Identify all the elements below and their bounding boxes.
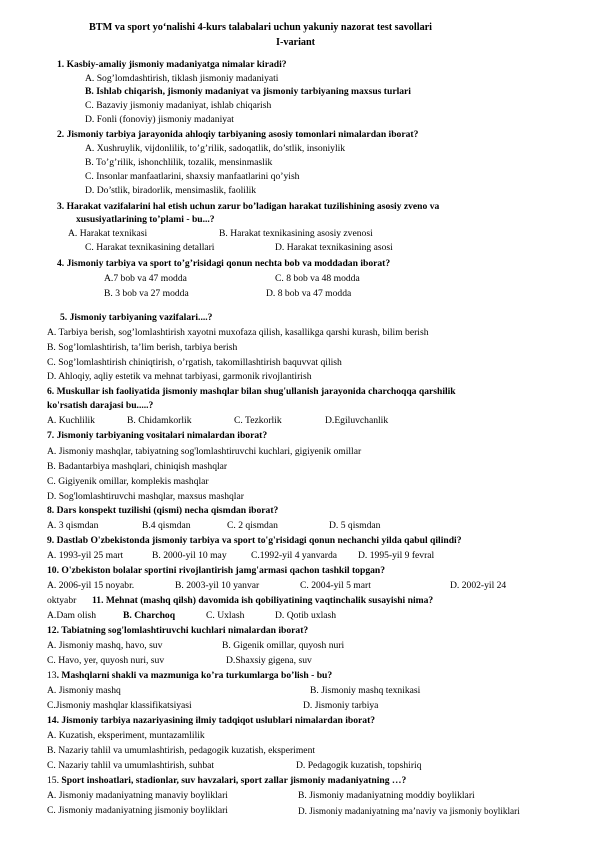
q13-option-b: B. Jismoniy mashq texnikasi: [310, 685, 421, 696]
q10-option-b: B. 2003-yil 10 yanvar: [175, 580, 260, 591]
q15-option-c: C. Jismoniy madaniyatning jismoniy boyliklari: [47, 805, 228, 816]
q5-option-d: D. Ahloqiy, aqliy estetik va mehnat tarbiyasi, garmonik rivojlantirish: [47, 371, 312, 382]
q1-option-b: B. Ishlab chiqarish, jismoniy madaniyat va jismoniy tarbiyaning maxsus turlari: [85, 86, 411, 97]
q3-option-c: C. Harakat texnikasining detallari: [85, 242, 215, 253]
question-3-line-1: 3. Harakat vazifalarini hal etish uchun zarur bo’ladigan harakat tuzilishining asosiy zveno va: [57, 201, 440, 212]
q15-option-a: A. Jismoniy madaniyatning manaviy boyliklari: [47, 790, 228, 801]
q9-option-d: D. 1995-yil 9 fevral: [358, 550, 435, 561]
q14-option-b: B. Nazariy tahlil va umumlashtirish, pedagogik kuzatish, eksperiment: [47, 745, 316, 756]
question-1: 1. Kasbiy-amaliy jismoniy madaniyatga nimalar kiradi?: [57, 59, 287, 70]
q8-option-c: C. 2 qismdan: [227, 520, 278, 531]
q12-option-b: B. Gigenik omillar, quyosh nuri: [222, 640, 345, 651]
q5-option-c: C. Sog’lomlashtirish chiniqtirish, o’rgatish, takomillashtirish baquvvat qilish: [47, 357, 342, 368]
q8-option-a: A. 3 qismdan: [47, 520, 99, 531]
question-13-text: . Mashqlarni shakli va mazmuniga ko’ra turkumlarga bo’lish - bu?: [56, 670, 333, 681]
question-10: 10. O'zbekiston bolalar sportini rivojlantirish jamg'armasi qachon tashkil topgan?: [47, 565, 386, 576]
q4-option-c: C. 8 bob va 48 modda: [275, 273, 360, 284]
variant-label: I-variant: [276, 37, 316, 48]
q3-option-d: D. Harakat texnikasining asosi: [275, 242, 393, 253]
q9-option-b: B. 2000-yil 10 may: [152, 550, 227, 561]
question-15: [47, 775, 406, 787]
q9-option-c: C.1992-yil 4 yanvarda: [251, 550, 338, 561]
q1-option-c: C. Bazaviy jismoniy madaniyat, ishlab chiqarish: [85, 100, 272, 111]
q13-option-c: C.Jismoniy mashqlar klassifikatsiyasi: [47, 700, 192, 711]
question-4: 4. Jismoniy tarbiya va sport to’g’risidagi qonun nechta bob va moddadan iborat?: [57, 258, 391, 269]
question-2: 2. Jismoniy tarbiya jarayonida ahloqiy tarbiyaning asosiy tomonlari nimalardan iborat?: [57, 129, 419, 140]
q14-option-c: C. Nazariy tahlil va umumlashtirish, suhbat: [47, 760, 215, 771]
q8-option-b: B.4 qismdan: [142, 520, 191, 531]
question-9: 9. Dastlab O'zbekistonda jismoniy tarbiya va sport to'g'risidagi qonun nechanchi yilda qabul qilindi?: [47, 535, 462, 546]
question-15-number: 15.: [47, 775, 59, 786]
q5-option-b: B. Sog’lomlashtirish, ta’lim berish, tarbiya berish: [47, 342, 238, 353]
q11-option-a: A.Dam olish: [47, 610, 97, 621]
q10-option-d-continuation: oktyabr: [47, 595, 77, 606]
q4-option-b: B. 3 bob va 27 modda: [104, 288, 189, 299]
document-title: BTM va sport yo‘nalishi 4-kurs talabalari uchun yakuniy nazorat test savollari: [89, 22, 433, 33]
q12-option-a: A. Jismoniy mashq, havo, suv: [47, 640, 163, 651]
q2-option-c: C. Insonlar manfaatlarini, shaxsiy manfaatlarini qo’yish: [85, 171, 300, 182]
q10-option-c: C. 2004-yil 5 mart: [300, 580, 371, 591]
q10-option-d: D. 2002-yil 24: [450, 580, 507, 591]
q1-option-a: A. Sog’lomdashtirish, tiklash jismoniy madaniyati: [85, 73, 279, 84]
question-11: 11. Mehnat (mashq qilsh) davomida ish qobiliyatining vaqtinchalik susayishi nima?: [92, 595, 434, 606]
q4-option-d: D. 8 bob va 47 modda: [266, 288, 352, 299]
q7-option-a: A. Jismoniy mashqlar, tabiyatning sog'lomlashtiruvchi kuchlari, gigiyenik omillar: [47, 446, 362, 457]
q3-option-a: A. Harakat texnikasi: [68, 228, 148, 239]
q7-option-b: B. Badantarbiya mashqlari, chiniqish mashqlar: [47, 461, 228, 472]
q7-option-d: D. Sog'lomlashtiruvchi mashqlar, maxsus mashqlar: [47, 491, 244, 502]
q10-option-a: A. 2006-yil 15 noyabr.: [47, 580, 135, 591]
question-14: 14. Jismoniy tarbiya nazariyasining ilmiy tadqiqot uslublari nimalardan iborat?: [47, 715, 376, 726]
q14-option-d: D. Pedagogik kuzatish, topshiriq: [296, 760, 422, 771]
q13-option-d: D. Jismoniy tarbiya: [303, 700, 379, 711]
question-12: 12. Tabiatning sog'lomlashtiruvchi kuchlari nimalardan iborat?: [47, 625, 309, 636]
question-5: 5. Jismoniy tarbiyaning vazifalari....?: [60, 312, 213, 323]
q2-option-b: B. To’g’rilik, ishonchlilik, tozalik, mensinmaslik: [85, 157, 273, 168]
question-6-line-2: ko'rsatish darajasi bu.....?: [47, 400, 154, 411]
q12-option-d: D.Shaxsiy gigena, suv: [226, 655, 312, 666]
q14-option-a: A. Kuzatish, eksperiment, muntazamlilik: [47, 730, 205, 741]
question-15-text: Sport inshoatlari, stadionlar, suv havzalari, sport zallar jismoniy madaniyatning …?: [59, 775, 407, 786]
question-8: 8. Dars konspekt tuzilishi (qismi) necha qismdan iborat?: [47, 505, 279, 516]
q8-option-d: D. 5 qismdan: [329, 520, 381, 531]
q11-option-b: B. Charchoq: [123, 610, 176, 621]
q1-option-d: D. Fonli (fonoviy) jismoniy madaniyat: [85, 114, 234, 125]
q13-option-a: A. Jismoniy mashq: [47, 685, 121, 696]
q2-option-d: D. Do’stlik, biradorlik, mensimaslik, faolilik: [85, 185, 257, 196]
q6-option-b: B. Chidamkorlik: [127, 415, 192, 426]
q7-option-c: C. Gigiyenik omillar, komplekis mashqlar: [47, 476, 209, 487]
q6-option-c: C. Tezkorlik: [234, 415, 282, 426]
question-7: 7. Jismoniy tarbiyaning vositalari nimalardan iborat?: [47, 430, 268, 441]
q6-option-d: D.Egiluvchanlik: [325, 415, 389, 426]
q3-option-b: B. Harakat texnikasining asosiy zvenosi: [219, 228, 373, 239]
q4-option-a: A.7 bob va 47 modda: [104, 273, 187, 284]
q5-option-a: A. Tarbiya berish, sog’lomlashtirish xayotni muxofaza qilish, kasallikga qarshi kurash, bilim berish: [47, 327, 429, 338]
q9-option-a: A. 1993-yil 25 mart: [47, 550, 124, 561]
question-3-line-2: xususiyatlarining to’plami - bu...?: [76, 214, 215, 225]
q15-option-b: B. Jismoniy madaniyatning moddiy boyliklari: [298, 790, 475, 801]
q11-option-d: D. Qotib uxlash: [275, 610, 337, 621]
question-6-line-1: 6. Muskullar ish faoliyatida jismoniy mashqlar bilan shug'ullanish jarayonida charchoqqa qarshilik: [47, 386, 456, 397]
question-13: [47, 670, 332, 682]
question-13-number: 13: [47, 670, 57, 681]
q11-option-c: C. Uxlash: [206, 610, 245, 621]
q2-option-a: A. Xushruylik, vijdonlilik, to’g’rilik, sadoqatlik, do’stlik, insoniylik: [85, 143, 346, 154]
q6-option-a: A. Kuchlilik: [47, 415, 95, 426]
q12-option-c: C. Havo, yer, quyosh nuri, suv: [47, 655, 165, 666]
q15-option-d: D. Jismoniy madaniyatning ma’naviy va jismoniy boyliklari: [298, 806, 520, 816]
